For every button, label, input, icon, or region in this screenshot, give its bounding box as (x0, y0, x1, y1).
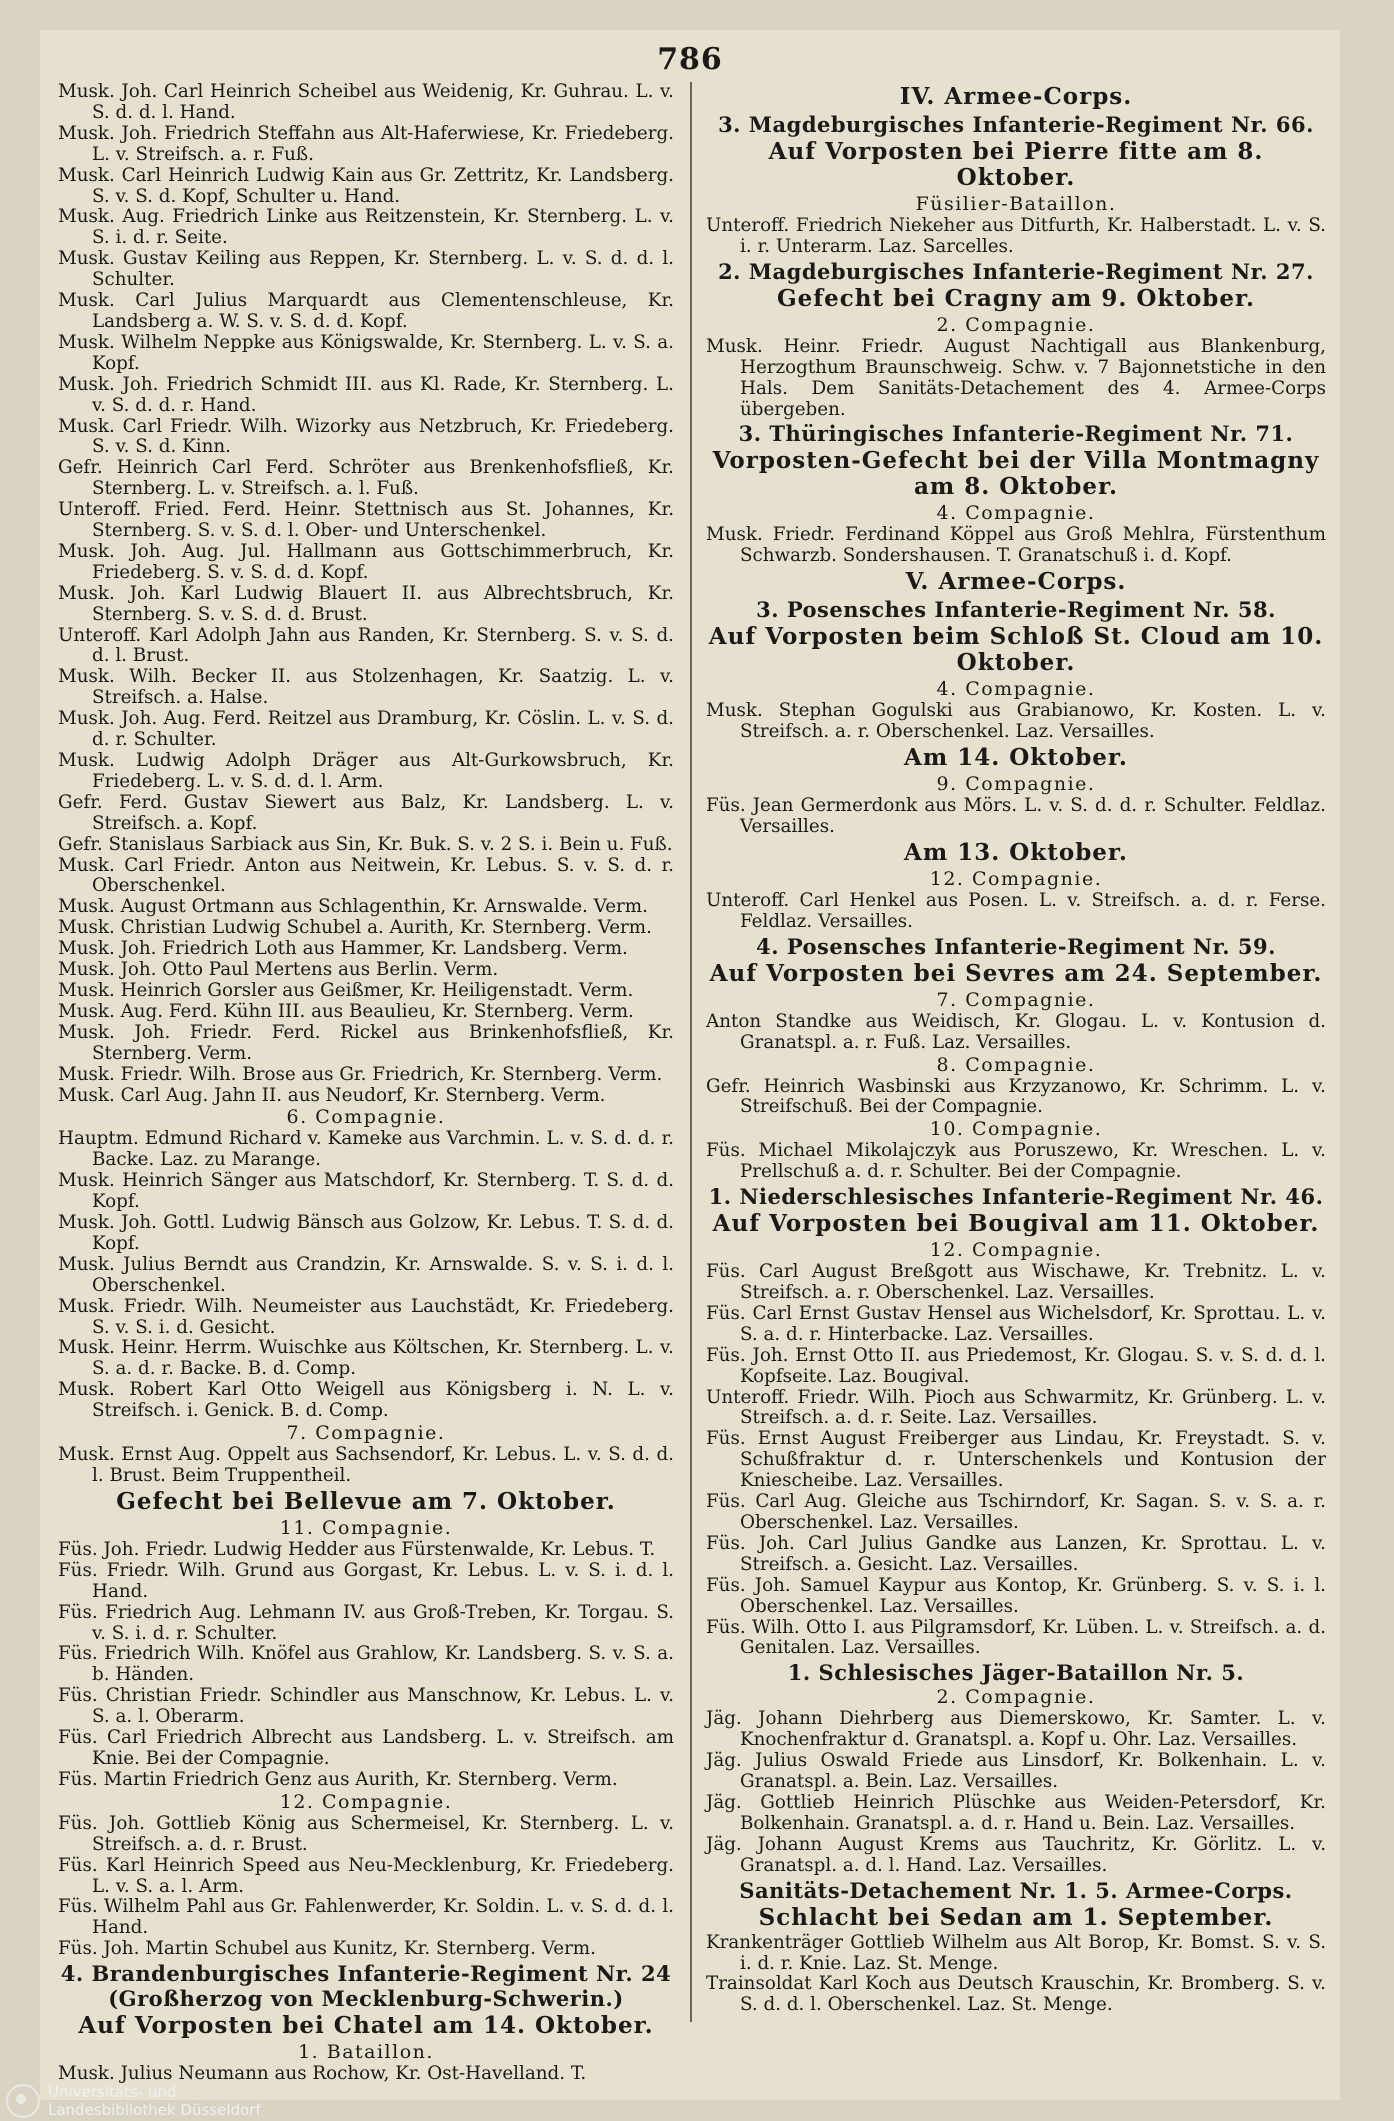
casualty-entry: Gefr. Heinrich Carl Ferd. Schröter aus Brenkenhofsfließ, Kr. Sternberg. L. v. Streifsch. a. l. Fuß. (58, 457, 674, 500)
engagement-heading: Gefecht bei Cragny am 9. Oktober. (776, 284, 1256, 312)
company-heading: 4. Compagnie. (936, 678, 1096, 701)
company-heading: 2. Compagnie. (936, 1686, 1096, 1709)
library-watermark (6, 2083, 261, 2119)
company-heading: 9. Compagnie. (936, 773, 1096, 796)
casualty-entry: Füs. Martin Friedrich Genz aus Aurith, Kr. Sternberg. Verm. (58, 1768, 618, 1790)
casualty-entry: Musk. Carl Friedr. Anton aus Neitwein, Kr. Lebus. S. v. S. d. r. Oberschenkel. (58, 854, 674, 897)
casualty-entry: Füs. Karl Heinrich Speed aus Neu-Mecklenburg, Kr. Friedeberg. L. v. S. a. l. Arm. (58, 1854, 674, 1897)
library-logo-icon (6, 2084, 40, 2118)
regiment-heading: 4. Brandenburgisches Infanterie-Regiment Nr. 24 (Großherzog von Mecklenburg-Schwerin.) (60, 1961, 672, 2012)
casualty-entry: Anton Standke aus Weidisch, Kr. Glogau. L. v. Kontusion d. Granatspl. a. r. Fuß. Laz. Versailles. (706, 1010, 1326, 1053)
casualty-entry: Füs. Joh. Friedr. Ludwig Hedder aus Fürstenwalde, Kr. Lebus. T. (58, 1538, 656, 1560)
engagement-heading: Auf Vorposten bei Bougival am 11. Oktober. (712, 1210, 1320, 1238)
casualty-entry: Füs. Carl Aug. Gleiche aus Tschirndorf, Kr. Sagan. S. v. S. a. r. Oberschenkel. Laz. Versailles. (706, 1491, 1326, 1533)
engagement-heading: Auf Vorposten beim Schloß St. Cloud am 10. Oktober. (708, 623, 1324, 677)
casualty-entry: Jäg. Julius Oswald Friede aus Linsdorf, Kr. Bolkenhain. L. v. Granatspl. a. Bein. Laz. Versailles. (706, 1750, 1326, 1793)
engagement-heading: IV. Armee-Corps. (899, 83, 1133, 110)
casualty-entry: Füs. Joh. Gottlieb König aus Schermeisel, Kr. Sternberg. L. v. Streifsch. a. d. r. Brust. (58, 1812, 674, 1855)
engagement-heading: Am 13. Oktober. (904, 838, 1128, 866)
casualty-entry: Musk. Carl Heinrich Ludwig Kain aus Gr. Zettritz, Kr. Landsberg. S. v. S. d. Kopf, Schulter u. Hand. (58, 164, 674, 207)
casualty-entry: Füs. Joh. Ernst Otto II. aus Priedemost, Kr. Glogau. S. v. S. d. d. l. Kopfseite. Laz. Bougival. (706, 1344, 1326, 1387)
page-number: 786 (657, 42, 723, 77)
casualty-entry: Hauptm. Edmund Richard v. Kameke aus Varchmin. L. v. S. d. d. r. Backe. Laz. zu Marange. (58, 1128, 674, 1171)
casualty-entry: Füs. Wilh. Otto I. aus Pilgramsdorf, Kr. Lüben. L. v. Streifsch. a. d. Genitalen. Laz. Versailles. (706, 1616, 1326, 1659)
regiment-heading: 1. Schlesisches Jäger-Bataillon Nr. 5. (787, 1660, 1245, 1686)
casualty-entry: Füs. Joh. Martin Schubel aus Kunitz, Kr. Sternberg. Verm. (58, 1938, 596, 1960)
casualty-entry: Musk. Wilh. Becker II. aus Stolzenhagen, Kr. Saatzig. L. v. Streifsch. a. Halse. (58, 666, 674, 709)
casualty-entry: Füs. Friedr. Wilh. Grund aus Gorgast, Kr. Lebus. L. v. S. i. d. l. Hand. (58, 1559, 674, 1602)
company-heading: 1. Bataillon. (298, 2041, 434, 2064)
casualty-entry: Füs. Jean Germerdonk aus Mörs. L. v. S. d. d. r. Schulter. Feldlaz. Versailles. (706, 795, 1326, 837)
regiment-heading: 4. Posensches Infanterie-Regiment Nr. 59. (756, 933, 1276, 959)
casualty-entry: Jäg. Johann Diehrberg aus Diemerskowo, Kr. Samter. L. v. Knochenfraktur d. Granatspl. a. Kopf u. Ohr. Laz. Versailles. (706, 1708, 1326, 1751)
company-heading: 4. Compagnie. (936, 502, 1096, 525)
casualty-entry: Musk. Heinrich Gorsler aus Geißmer, Kr. Heiligenstadt. Verm. (58, 979, 634, 1001)
casualty-entry: Gefr. Stanislaus Sarbiack aus Sin, Kr. Buk. S. v. 2 S. i. Bein u. Fuß. (58, 833, 673, 855)
casualty-entry: Musk. Joh. Friedr. Ferd. Rickel aus Brinkenhofsfließ, Kr. Sternberg. Verm. (58, 1021, 674, 1064)
regiment-heading: 3. Thüringisches Infanterie-Regiment Nr. 71. (738, 421, 1294, 447)
casualty-entry: Füs. Joh. Carl Julius Gandke aus Lanzen, Kr. Sprottau. L. v. Streifsch. a. Gesicht. Laz. Versailles. (706, 1532, 1326, 1575)
casualty-entry: Füs. Friedrich Aug. Lehmann IV. aus Groß-Treben, Kr. Torgau. S. v. S. i. d. r. Schulter. (58, 1601, 674, 1644)
casualty-entry: Musk. Aug. Ferd. Kühn III. aus Beaulieu, Kr. Sternberg. Verm. (58, 1000, 634, 1022)
casualty-entry: Musk. Ernst Aug. Oppelt aus Sachsendorf, Kr. Lebus. L. v. S. d. d. l. Brust. Beim Truppentheil. (58, 1444, 674, 1486)
engagement-heading: Am 14. Oktober. (904, 744, 1128, 772)
casualty-entry: Krankenträger Gottlieb Wilhelm aus Alt Borop, Kr. Bomst. S. v. S. i. d. r. Knie. Laz. St. Menge. (706, 1931, 1326, 1974)
casualty-entry: Füs. Friedrich Wilh. Knöfel aus Grahlow, Kr. Landsberg. S. v. S. a. b. Händen. (58, 1643, 674, 1686)
casualty-entry: Musk. Joh. Friedrich Schmidt III. aus Kl. Rade, Kr. Sternberg. L. v. S. d. d. r. Hand. (58, 373, 674, 416)
casualty-entry: Musk. Friedr. Wilh. Brose aus Gr. Friedrich, Kr. Sternberg. Verm. (58, 1063, 663, 1085)
column-divider (690, 82, 692, 2022)
casualty-entry: Musk. Stephan Gogulski aus Grabianowo, Kr. Kosten. L. v. Streifsch. a. r. Oberschenkel. Laz. Versailles. (706, 700, 1326, 743)
casualty-entry: Füs. Ernst August Freiberger aus Lindau, Kr. Freystadt. S. v. Schußfraktur d. r. Unterschenkels und Kontusion der Kniescheibe. Laz. Versailles. (706, 1428, 1326, 1492)
casualty-entry: Füs. Wilhelm Pahl aus Gr. Fahlenwerder, Kr. Soldin. L. v. S. d. d. l. Hand. (58, 1896, 674, 1939)
regiment-heading: 2. Magdeburgisches Infanterie-Regiment Nr. 27. (718, 258, 1314, 284)
casualty-entry: Musk. Ludwig Adolph Dräger aus Alt-Gurkowsbruch, Kr. Friedeberg. L. v. S. d. d. l. Arm. (58, 750, 674, 792)
casualty-entry: Unteroff. Friedrich Niekeher aus Ditfurth, Kr. Halberstadt. L. v. S. i. r. Unterarm. Laz. Sarcelles. (706, 215, 1326, 257)
casualty-entry: Musk. Julius Berndt aus Crandzin, Kr. Arnswalde. S. v. S. i. d. l. Oberschenkel. (58, 1253, 674, 1296)
regiment-heading: Sanitäts-Detachement Nr. 1. 5. Armee-Corps. (739, 1877, 1293, 1903)
company-heading: 7. Compagnie. (936, 988, 1096, 1011)
company-heading: Füsilier-Bataillon. (915, 193, 1117, 215)
casualty-entry: Musk. Heinr. Friedr. August Nachtigall aus Blankenburg, Herzogthum Braunschweig. Schw. v. 7 Bajonnetstiche in den Hals. Dem Sanitäts-Detachement des 4. Armee-Corps übergeben. (706, 335, 1326, 420)
casualty-entry: Jäg. Gottlieb Heinrich Plüschke aus Weiden-Petersdorf, Kr. Bolkenhain. Granatspl. a. d. r. Hand u. Bein. Laz. Versailles. (706, 1791, 1326, 1834)
casualty-entry: Füs. Christian Friedr. Schindler aus Manschnow, Kr. Lebus. L. v. S. a. l. Oberarm. (58, 1685, 674, 1728)
casualty-entry: Musk. Joh. Gottl. Ludwig Bänsch aus Golzow, Kr. Lebus. T. S. d. d. Kopf. (58, 1212, 674, 1254)
casualty-entry: Musk. Robert Karl Otto Weigell aus Königsberg i. N. L. v. Streifsch. i. Genick. B. d. Comp. (58, 1379, 674, 1422)
casualty-entry: Unteroff. Karl Adolph Jahn aus Randen, Kr. Sternberg. S. v. S. d. d. l. Brust. (58, 624, 674, 667)
casualty-entry: Musk. Joh. Aug. Jul. Hallmann aus Gottschimmerbruch, Kr. Friedeberg. S. v. S. d. d. Kopf. (58, 540, 674, 583)
casualty-entry: Musk. August Ortmann aus Schlagenthin, Kr. Arnswalde. Verm. (58, 896, 648, 918)
casualty-entry: Füs. Carl Friedrich Albrecht aus Landsberg. L. v. Streifsch. am Knie. Bei der Compagnie. (58, 1727, 674, 1769)
engagement-heading: Auf Vorposten bei Pierre fitte am 8. Oktober. (768, 138, 1264, 191)
casualty-entry: Musk. Christian Ludwig Schubel a. Aurith, Kr. Sternberg. Verm. (58, 917, 652, 939)
casualty-entry: Musk. Carl Friedr. Wilh. Wizorky aus Netzbruch, Kr. Friedeberg. S. v. S. d. Kinn. (58, 415, 674, 458)
company-heading: 8. Compagnie. (936, 1053, 1096, 1076)
casualty-entry: Musk. Carl Aug. Jahn II. aus Neudorf, Kr. Sternberg. Verm. (58, 1084, 606, 1106)
casualty-entry: Musk. Wilhelm Neppke aus Königswalde, Kr. Sternberg. L. v. S. a. Kopf. (58, 331, 674, 374)
casualty-entry: Musk. Joh. Friedrich Steffahn aus Alt-Haferwiese, Kr. Friedeberg. L. v. Streifsch. a. r. Fuß. (58, 122, 674, 165)
company-heading: 12. Compagnie. (279, 1790, 453, 1813)
casualty-entry: Gefr. Ferd. Gustav Siewert aus Balz, Kr. Landsberg. L. v. Streifsch. a. Kopf. (58, 791, 674, 834)
company-heading: 6. Compagnie. (286, 1106, 446, 1129)
casualty-entry: Unteroff. Friedr. Wilh. Pioch aus Schwarmitz, Kr. Grünberg. L. v. Streifsch. a. d. r. Seite. Laz. Versailles. (706, 1386, 1326, 1429)
casualty-entry: Unteroff. Carl Henkel aus Posen. L. v. Streifsch. a. d. r. Ferse. Feldlaz. Versailles. (706, 889, 1326, 932)
document-page (40, 30, 1340, 2100)
engagement-heading: Schlacht bei Sedan am 1. September. (758, 1903, 1274, 1931)
regiment-heading: 3. Magdeburgisches Infanterie-Regiment Nr. 66. (718, 112, 1314, 137)
casualty-entry: Musk. Joh. Otto Paul Mertens aus Berlin. Verm. (58, 959, 499, 981)
company-heading: 12. Compagnie. (929, 867, 1103, 890)
company-heading: 7. Compagnie. (286, 1422, 446, 1445)
casualty-entry: Füs. Michael Mikolajczyk aus Poruszewo, Kr. Wreschen. L. v. Prellschuß a. d. r. Schulter. Bei der Compagnie. (706, 1140, 1326, 1183)
casualty-entry: Musk. Joh. Aug. Ferd. Reitzel aus Dramburg, Kr. Cöslin. L. v. S. d. d. r. Schulter. (58, 708, 674, 751)
casualty-entry: Füs. Carl Ernst Gustav Hensel aus Wichelsdorf, Kr. Sprottau. L. v. S. a. d. r. Hinterbacke. Laz. Versailles. (706, 1302, 1326, 1345)
watermark-line-2: Landesbibliothek Düsseldorf (48, 2101, 261, 2119)
casualty-entry: Musk. Heinrich Sänger aus Matschdorf, Kr. Sternberg. T. S. d. d. Kopf. (58, 1170, 674, 1213)
engagement-heading: Vorposten-Gefecht bei der Villa Montmagny am 8. Oktober. (712, 447, 1320, 501)
company-heading: 11. Compagnie. (279, 1516, 453, 1539)
casualty-entry: Musk. Heinr. Herrm. Wuischke aus Költschen, Kr. Sternberg. L. v. S. a. d. r. Backe. B. d. Comp. (58, 1337, 674, 1380)
casualty-entry: Füs. Joh. Samuel Kaypur aus Kontop, Kr. Grünberg. S. v. S. i. l. Oberschenkel. Laz. Versailles. (706, 1574, 1326, 1617)
casualty-entry: Füs. Carl August Breßgott aus Wischawe, Kr. Trebnitz. L. v. Streifsch. a. r. Oberschenkel. Laz. Versailles. (706, 1261, 1326, 1304)
casualty-entry: Musk. Joh. Friedrich Loth aus Hammer, Kr. Landsberg. Verm. (58, 938, 628, 960)
left-column (58, 81, 674, 2085)
casualty-entry: Musk. Joh. Karl Ludwig Blauert II. aus Albrechtsbruch, Kr. Sternberg. S. v. S. d. d. Brust. (58, 582, 674, 625)
engagement-heading: V. Armee-Corps. (905, 568, 1127, 596)
engagement-heading: Auf Vorposten bei Sevres am 24. September. (709, 959, 1323, 987)
watermark-line-1: Universitäts- und (48, 2083, 177, 2101)
casualty-entry: Musk. Carl Julius Marquardt aus Clementenschleuse, Kr. Landsberg a. W. S. v. S. d. d. Kopf. (58, 290, 674, 332)
casualty-entry: Trainsoldat Karl Koch aus Deutsch Krauschin, Kr. Bromberg. S. v. S. d. d. l. Oberschenkel. Laz. St. Menge. (706, 1973, 1326, 2016)
casualty-entry: Gefr. Heinrich Wasbinski aus Krzyzanowo, Kr. Schrimm. L. v. Streifschuß. Bei der Compagnie. (706, 1075, 1326, 1118)
casualty-entry: Musk. Joh. Carl Heinrich Scheibel aus Weidenig, Kr. Guhrau. L. v. S. d. d. l. Hand. (58, 81, 674, 123)
regiment-heading: 3. Posensches Infanterie-Regiment Nr. 58. (756, 597, 1276, 623)
company-heading: 10. Compagnie. (929, 1118, 1103, 1141)
engagement-heading: Gefecht bei Bellevue am 7. Oktober. (116, 1487, 616, 1515)
casualty-entry: Musk. Friedr. Ferdinand Köppel aus Groß Mehlra, Fürstenthum Schwarzb. Sondershausen. T. Granatschuß i. d. Kopf. (706, 524, 1326, 567)
casualty-entry: Musk. Aug. Friedrich Linke aus Reitzenstein, Kr. Sternberg. L. v. S. i. d. r. Seite. (58, 206, 674, 249)
engagement-heading: Auf Vorposten bei Chatel am 14. Oktober. (78, 2012, 654, 2040)
casualty-entry: Unteroff. Fried. Ferd. Heinr. Stettnisch aus St. Johannes, Kr. Sternberg. S. v. S. d. l. Ober- und Unterschenkel. (58, 499, 674, 542)
casualty-entry: Jäg. Johann August Krems aus Tauchritz, Kr. Görlitz. L. v. Granatspl. a. d. l. Hand. Laz. Versailles. (706, 1833, 1326, 1876)
regiment-heading: 1. Niederschlesisches Infanterie-Regiment Nr. 46. (708, 1184, 1324, 1210)
casualty-entry: Musk. Julius Neumann aus Rochow, Kr. Ost-Havelland. T. (58, 2063, 587, 2085)
casualty-entry: Musk. Friedr. Wilh. Neumeister aus Lauchstädt, Kr. Friedeberg. S. v. S. i. d. Gesicht. (58, 1295, 674, 1338)
company-heading: 12. Compagnie. (929, 1239, 1103, 1262)
casualty-entry: Musk. Gustav Keiling aus Reppen, Kr. Sternberg. L. v. S. d. d. l. Schulter. (58, 248, 674, 291)
company-heading: 2. Compagnie. (936, 313, 1096, 336)
right-column (706, 82, 1326, 2072)
